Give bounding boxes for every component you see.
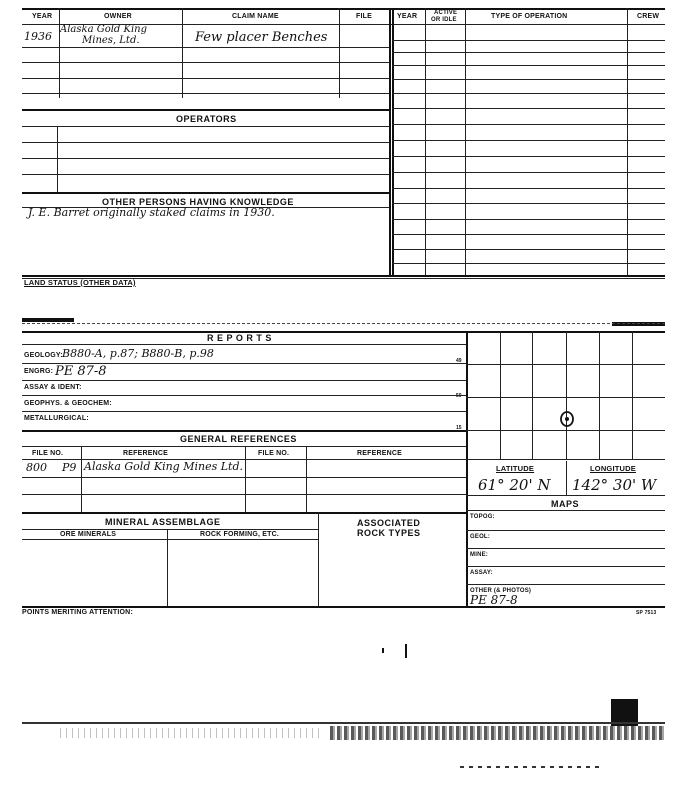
location-marker-icon <box>558 410 576 428</box>
header-claim-name: CLAIM NAME <box>232 13 279 20</box>
header-file: FILE <box>356 13 372 20</box>
maps-geol-label: GEOL: <box>470 534 490 540</box>
engrg-label: ENGRG: <box>24 368 54 375</box>
gr-entry-file-no: 800 <box>26 461 47 474</box>
maps-other-label: OTHER (& PHOTOS) <box>470 588 532 594</box>
longitude-value: 142° 30' W <box>572 476 657 494</box>
header-active-line1: ACTIVE <box>434 10 458 16</box>
operators-title: OPERATORS <box>176 114 237 124</box>
metallurgical-label: METALLURGICAL: <box>24 415 89 422</box>
assay-ident-label: ASSAY & IDENT: <box>24 384 82 391</box>
ore-minerals-label: ORE MINERALS <box>60 531 117 538</box>
maps-topog-label: TOPOG: <box>470 514 495 520</box>
row1-year: 1936 <box>24 30 52 43</box>
gr-entry-reference: Alaska Gold King Mines Ltd. <box>84 460 243 473</box>
margin-number-1: 49 <box>456 358 462 364</box>
geology-value: B880-A, p.87; B880-B, p.98 <box>62 347 214 360</box>
row1-owner-line1: Alaska Gold King <box>60 24 148 35</box>
header-year: YEAR <box>32 13 53 20</box>
maps-other-value: PE 87-8 <box>470 593 518 607</box>
header-active-line2: OR IDLE <box>431 17 457 23</box>
maps-mine-label: MINE: <box>470 552 488 558</box>
latitude-value: 61° 20' N <box>478 476 551 494</box>
longitude-label: LONGITUDE <box>590 464 636 473</box>
row1-owner-line2: Mines, Ltd. <box>82 35 140 46</box>
margin-number-2: 50 <box>456 393 462 399</box>
form-number: SP 7513 <box>636 610 657 616</box>
mineral-assemblage-title: MINERAL ASSEMBLAGE <box>105 517 221 527</box>
header-owner: OWNER <box>104 13 132 20</box>
row1-claim-name: Few placer Benches <box>195 30 328 45</box>
rock-forming-label: ROCK FORMING, ETC. <box>200 531 280 538</box>
points-meriting-attention-label: POINTS MERITING ATTENTION: <box>22 609 133 616</box>
geology-label: GEOLOGY: <box>24 352 63 359</box>
gr-header-file-no: FILE NO. <box>32 450 64 457</box>
other-persons-entry: J. E. Barret originally staked claims in 1930. <box>28 206 275 219</box>
reports-title: R E P O R T S <box>207 333 272 343</box>
associated-rock-types-line2: ROCK TYPES <box>357 528 421 538</box>
gr-header-reference-2: REFERENCE <box>357 450 402 457</box>
header-type-of-operation: TYPE OF OPERATION <box>491 13 568 20</box>
other-persons-title: OTHER PERSONS HAVING KNOWLEDGE <box>102 197 294 207</box>
margin-number-3: 15 <box>456 425 462 431</box>
latitude-label: LATITUDE <box>496 464 535 473</box>
land-status-label: LAND STATUS (OTHER DATA) <box>24 278 136 287</box>
general-references-title: GENERAL REFERENCES <box>180 434 297 444</box>
engrg-value: PE 87-8 <box>55 364 107 379</box>
gr-entry-page: P9 <box>62 461 77 474</box>
maps-title: MAPS <box>551 499 580 509</box>
gr-header-file-no-2: FILE NO. <box>258 450 290 457</box>
gr-header-reference: REFERENCE <box>123 450 168 457</box>
geophys-label: GEOPHYS. & GEOCHEM: <box>24 400 112 407</box>
associated-rock-types-line1: ASSOCIATED <box>357 518 421 528</box>
header-year-2: YEAR <box>397 13 418 20</box>
maps-assay-label: ASSAY: <box>470 570 493 576</box>
header-crew: CREW <box>637 13 660 20</box>
